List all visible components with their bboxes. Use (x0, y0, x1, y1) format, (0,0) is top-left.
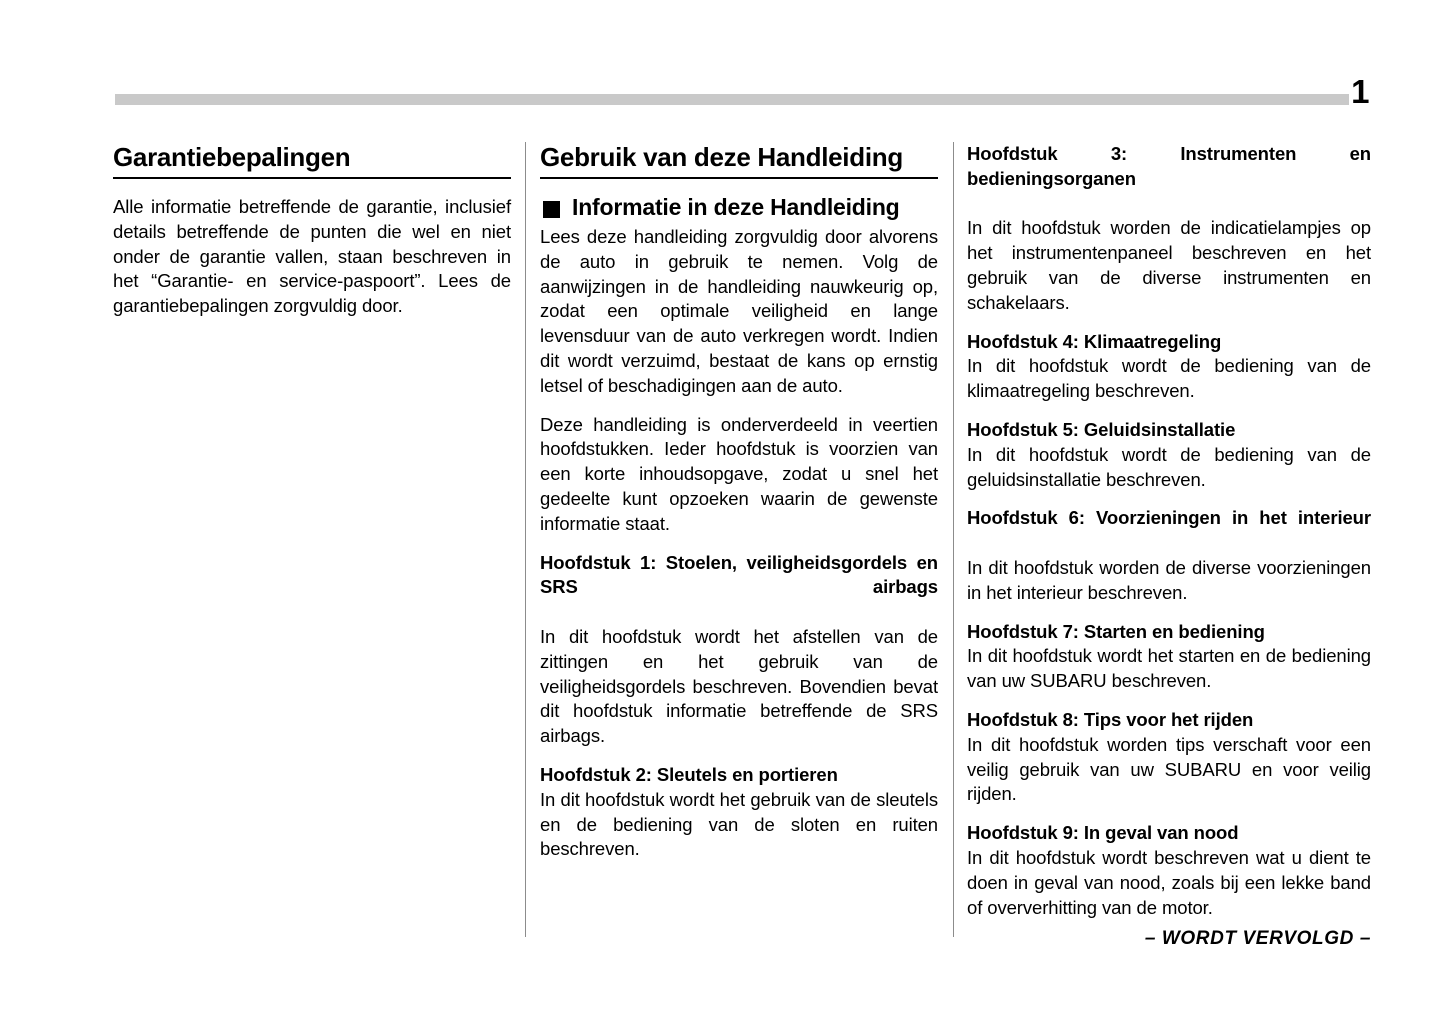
chapter-body-6: In dit hoofdstuk worden de diverse voorzieningen in het interieur beschreven. (967, 556, 1371, 603)
chapter-body-2: In dit hoofdstuk wordt het gebruik van de sleutels en de bediening van de sloten en ruiten beschreven. (540, 788, 938, 860)
chapter-title-5: Hoofdstuk 5: Geluidsinstallatie (967, 418, 1236, 440)
footer-continued-note: – WORDT VERVOLGD – (1144, 928, 1371, 949)
page-number: 1 (1351, 73, 1369, 110)
chapter-body-8: In dit hoofdstuk worden tips verschaft voor een veilig gebruik van uw SUBARU en voor veilig rijden. (967, 733, 1371, 805)
chapter-body-5: In dit hoofdstuk wordt de bediening van de geluidsinstallatie beschreven. (967, 443, 1371, 490)
column-middle (540, 142, 938, 862)
chapter-title-2: Hoofdstuk 2: Sleutels en portieren (540, 763, 838, 785)
chapter-title-1: Hoofdstuk 1: Stoelen, veiligheidsgordels en SRS airbags (540, 551, 938, 598)
chapter-body-1: In dit hoofdstuk wordt het afstellen van de zittingen en het gebruik van de veiligheidsgordels beschreven. Bovendien bevat dit hoofdstuk informatie betreffende de SRS airbags. (540, 625, 938, 747)
section-heading-gebruik-handleiding: Gebruik van deze Handleiding (540, 142, 938, 179)
chapter-title-7: Hoofdstuk 7: Starten en bediening (967, 620, 1265, 642)
chapter-title-8: Hoofdstuk 8: Tips voor het rijden (967, 708, 1254, 730)
section-heading-garantiebepalingen: Garantiebepalingen (113, 142, 511, 179)
paragraph-onderverdeeld: Deze handleiding is onderverdeeld in veertien hoofdstukken. Ieder hoofdstuk is voorzien van een korte inhoudsopgave, zodat u snel het gedeelte kunt opzoeken waarin de gewenste informatie staat. (540, 413, 938, 534)
chapter-body-7: In dit hoofdstuk wordt het starten en de bediening van uw SUBARU beschreven. (967, 645, 1371, 692)
column-right (967, 142, 1371, 920)
chapter-body-3: In dit hoofdstuk worden de indicatielampjes op het instrumentenpaneel beschreven en het gebruik van de diverse instrumenten en schakelaars. (967, 217, 1371, 313)
chapter-body-4: In dit hoofdstuk wordt de bediening van de klimaatregeling beschreven. (967, 355, 1371, 402)
chapter-body-9: In dit hoofdstuk wordt beschreven wat u dient te doen in geval van nood, zoals bij een lekke band of oververhitting van de motor. (967, 846, 1371, 918)
subsection-heading-informatie (540, 193, 938, 221)
subsection-heading-label: Informatie in deze Handleiding (572, 194, 900, 220)
paragraph-lees-handleiding: Lees deze handleiding zorgvuldig door alvorens de auto in gebruik te nemen. Volg de aanwijzingen in de handleiding nauwkeurig op, zodat een optimale veiligheid en lange levensduur van de auto verkregen wordt. Indien dit wordt verzuimd, bestaat de kans op ernstig letsel of beschadigingen aan de auto. (540, 226, 938, 396)
paragraph-garantie: Alle informatie betreffende de garantie, inclusief details betreffende de punten die wel en niet onder de garantie vallen, staan beschreven in het “Garantie- en service-paspoort”. Lees de garantiebepalingen zorgvuldig door. (113, 196, 511, 317)
filled-square-icon (543, 201, 560, 218)
chapter-title-9: Hoofdstuk 9: In geval van nood (967, 822, 1239, 844)
chapter-title-6: Hoofdstuk 6: Voorzieningen in het interieur (967, 507, 1371, 529)
chapter-title-4: Hoofdstuk 4: Klimaatregeling (967, 330, 1222, 352)
chapter-title-3: Hoofdstuk 3: Instrumenten en bedieningsorganen (967, 143, 1371, 189)
column-left (113, 142, 511, 333)
